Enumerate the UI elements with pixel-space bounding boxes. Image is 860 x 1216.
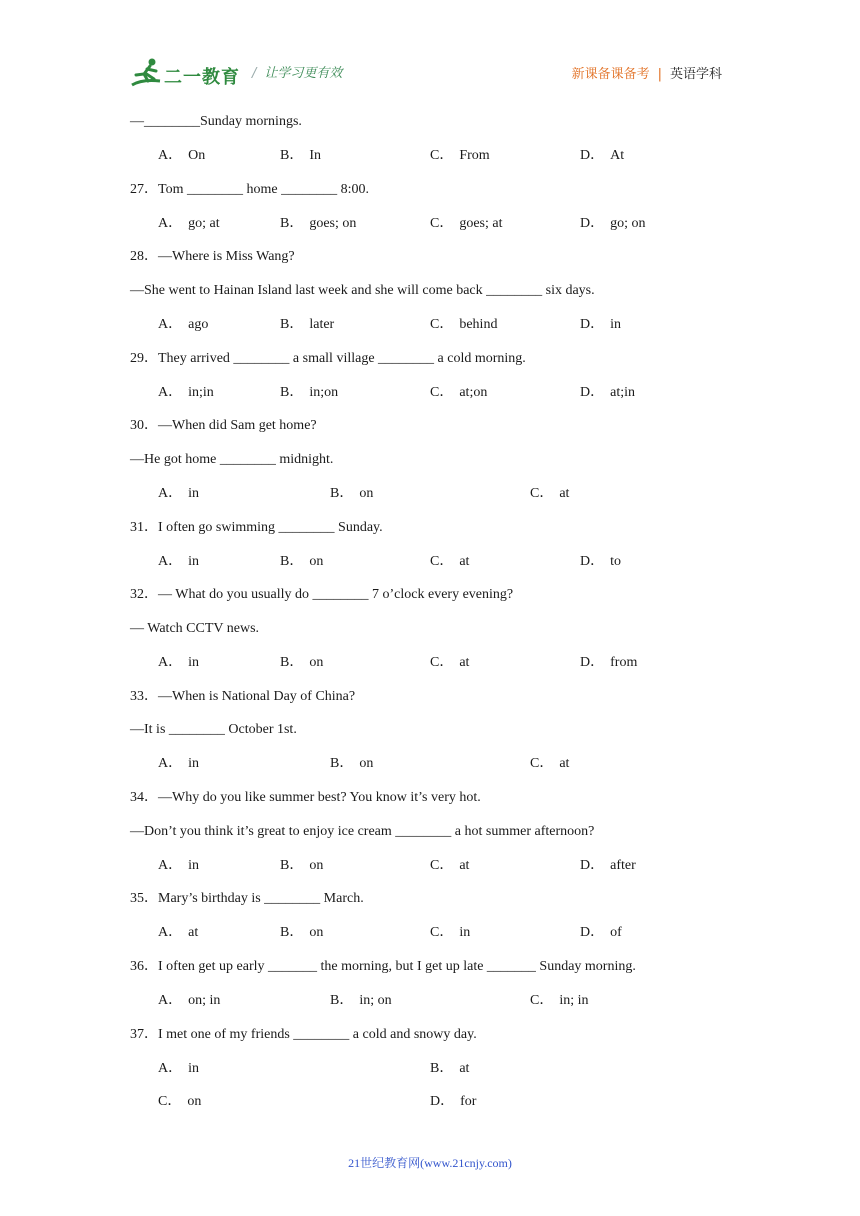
question-text: — Watch CCTV news.: [130, 621, 260, 636]
option-a: A． ago: [158, 317, 209, 332]
option-d: D． of: [580, 925, 622, 940]
question-text: 29．They arrived ________ a small village ________ a cold morning.: [130, 351, 526, 366]
option-c: C． goes; at: [430, 216, 503, 231]
option-a: A． in: [158, 756, 200, 771]
option-c: C． on: [158, 1094, 202, 1109]
option-a: A． in: [158, 554, 200, 569]
option-c: C． at: [530, 486, 570, 501]
option-c: C． in: [430, 925, 471, 940]
question-text: 28．—Where is Miss Wang?: [130, 249, 295, 264]
header-separator: |: [657, 67, 662, 82]
option-a: A． in: [158, 1061, 200, 1076]
option-b: B． in;on: [280, 385, 339, 400]
question-text: —It is ________ October 1st.: [130, 722, 297, 737]
page-footer: 21世纪教育网(www.21cnjy.com): [348, 1156, 512, 1170]
option-a: A． in: [158, 486, 200, 501]
option-d: D． to: [580, 554, 622, 569]
page-header: [0, 0, 860, 100]
option-c: C． From: [430, 148, 490, 163]
option-b: B． goes; on: [280, 216, 357, 231]
option-b: B． on: [330, 756, 374, 771]
option-b: B． In: [280, 148, 322, 163]
question-text: 30．—When did Sam get home?: [130, 418, 317, 433]
option-d: D． after: [580, 858, 636, 873]
option-b: B． on: [330, 486, 374, 501]
subject-label: 英语学科: [669, 67, 722, 82]
slogan-text: 让学习更有效: [264, 66, 343, 81]
question-text: —________Sunday mornings.: [130, 114, 302, 129]
option-d: D． from: [580, 655, 638, 670]
option-b: B． later: [280, 317, 335, 332]
option-a: A． go; at: [158, 216, 220, 231]
question-text: —Don’t you think it’s great to enjoy ice cream ________ a hot summer afternoon?: [130, 824, 595, 839]
option-b: B． on: [280, 858, 324, 873]
option-d: D． for: [430, 1094, 477, 1109]
slogan: [252, 62, 342, 81]
option-c: C． at: [430, 858, 470, 873]
question-text: 33．—When is National Day of China?: [130, 689, 356, 704]
option-b: B． in; on: [330, 993, 392, 1008]
option-b: B． on: [280, 554, 324, 569]
option-c: C． at;on: [430, 385, 488, 400]
question-text: 36．I often get up early _______ the morning, but I get up late _______ Sunday morning.: [130, 959, 636, 974]
question-text: 35．Mary’s birthday is ________ March.: [130, 891, 364, 906]
option-d: D． in: [580, 317, 622, 332]
slogan-separator: /: [252, 66, 257, 81]
option-a: A． on; in: [158, 993, 221, 1008]
option-d: D． At: [580, 148, 625, 163]
question-text: 37．I met one of my friends ________ a cold and snowy day.: [130, 1027, 477, 1042]
option-d: D． go; on: [580, 216, 646, 231]
question-text: 34．—Why do you like summer best? You know it’s very hot.: [130, 790, 481, 805]
option-a: A． On: [158, 148, 206, 163]
option-a: A． in: [158, 655, 200, 670]
option-a: A． in: [158, 858, 200, 873]
option-b: B． at: [430, 1061, 470, 1076]
option-c: C． at: [430, 554, 470, 569]
question-text: —She went to Hainan Island last week and she will come back ________ six days.: [130, 283, 595, 298]
option-a: A． in;in: [158, 385, 214, 400]
option-b: B． on: [280, 925, 324, 940]
option-b: B． on: [280, 655, 324, 670]
question-text: 32．— What do you usually do ________ 7 o’clock every evening?: [130, 587, 514, 602]
option-d: D． at;in: [580, 385, 636, 400]
logo: [130, 57, 245, 89]
prep-label: 新课备课备考: [571, 67, 650, 82]
header-right: [572, 63, 722, 82]
question-text: —He got home ________ midnight.: [130, 452, 334, 467]
option-c: C． at: [530, 756, 570, 771]
question-text: 31．I often go swimming ________ Sunday.: [130, 520, 383, 535]
option-c: C． at: [430, 655, 470, 670]
option-a: A． at: [158, 925, 199, 940]
option-c: C． behind: [430, 317, 498, 332]
logo-text: 二一教育: [164, 67, 240, 88]
question-text: 27．Tom ________ home ________ 8:00.: [130, 182, 369, 197]
option-c: C． in; in: [530, 993, 589, 1008]
